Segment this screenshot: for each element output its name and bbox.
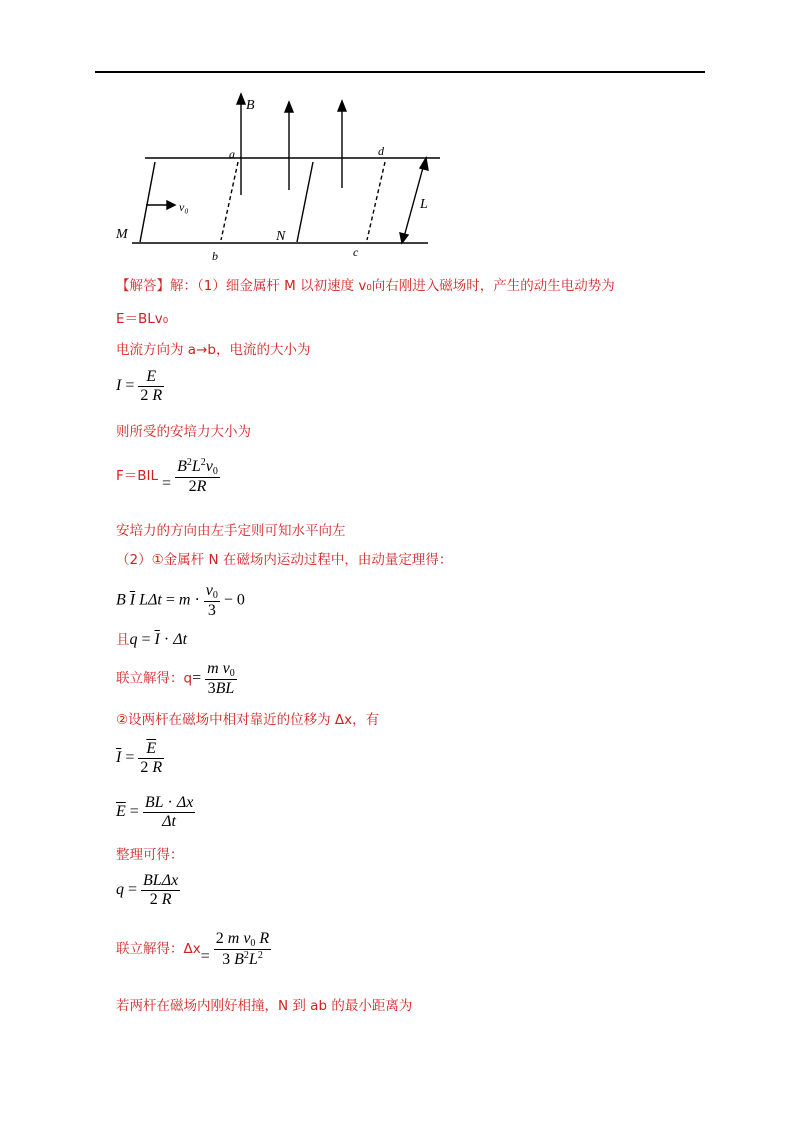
and-prefix: 且 [116, 632, 130, 648]
label-b: b [212, 249, 218, 263]
minimum-distance-text: 若两杆在磁场内刚好相撞，N 到 ab 的最小距离为 [116, 998, 413, 1014]
average-emf-formula: $\overline{E}$ = $\frac{BL \cdot \Delta x}{\Delta t}$ [116, 794, 194, 830]
solution-heading-line: 【解答】解：（1）细金属杆 M 以初速度 v₀向右刚进入磁场时，产生的动生电动势为 [116, 278, 615, 294]
label-v0: v₀ [179, 200, 189, 214]
displacement-text: ②设两杆在磁场中相对靠近的位移为 Δx，有 [116, 712, 380, 728]
boundary-ab [221, 162, 238, 240]
charge-displacement-formula: q = $\frac{\text{BLΔx}}{2 R}$ [116, 872, 179, 908]
label-L: L [420, 197, 428, 212]
label-N: N [276, 229, 286, 244]
boundary-cd [367, 162, 385, 240]
charge-definition: 且$q = \overline{I} \cdot \Delta t$ [116, 631, 188, 648]
current-direction-text: 电流方向为 a→b，电流的大小为 [116, 342, 311, 358]
momentum-theorem-formula: B $\overline{I}$ LΔt = m · $\frac{v_0}{3}$ − 0 [116, 582, 245, 619]
label-B: B [246, 98, 255, 113]
ampere-force-formula: F＝BIL = $\frac{B^2L^2v_0}{2R}$ [116, 457, 218, 495]
rails-magnetic-field-diagram [110, 92, 450, 270]
rod-N [297, 162, 313, 242]
rearrange-text: 整理可得： [116, 847, 184, 863]
emf-equation: E＝BLv₀ [116, 311, 169, 327]
force-direction-text: 安培力的方向由左手定则可知水平向左 [116, 523, 346, 539]
label-a: a [229, 147, 235, 161]
solve-prefix-1: 联立解得： [116, 670, 184, 687]
current-formula: I = $\frac{E}{2 R}$ [116, 368, 163, 404]
solve-prefix-2: 联立解得： [116, 941, 184, 958]
label-d: d [378, 144, 384, 158]
top-rule [95, 71, 705, 73]
force-prefix: F＝BIL [116, 468, 159, 485]
displacement-result: 联立解得：Δx= $\frac{2 m v_0 R}{3 B^2L^2}$ [116, 930, 270, 968]
force-magnitude-text: 则所受的安培力大小为 [116, 424, 251, 440]
label-c: c [353, 245, 359, 259]
charge-result: 联立解得：q= $\frac{m v_0}{3BL}$ [116, 660, 235, 697]
average-current-formula: $\overline{I}$ = $\frac{\overline{E}}{2 R}$ [116, 740, 163, 776]
label-M: M [116, 227, 128, 242]
rod-M [140, 162, 155, 242]
part2-intro-text: （2）①金属杆 N 在磁场内运动过程中，由动量定理得： [116, 552, 453, 568]
